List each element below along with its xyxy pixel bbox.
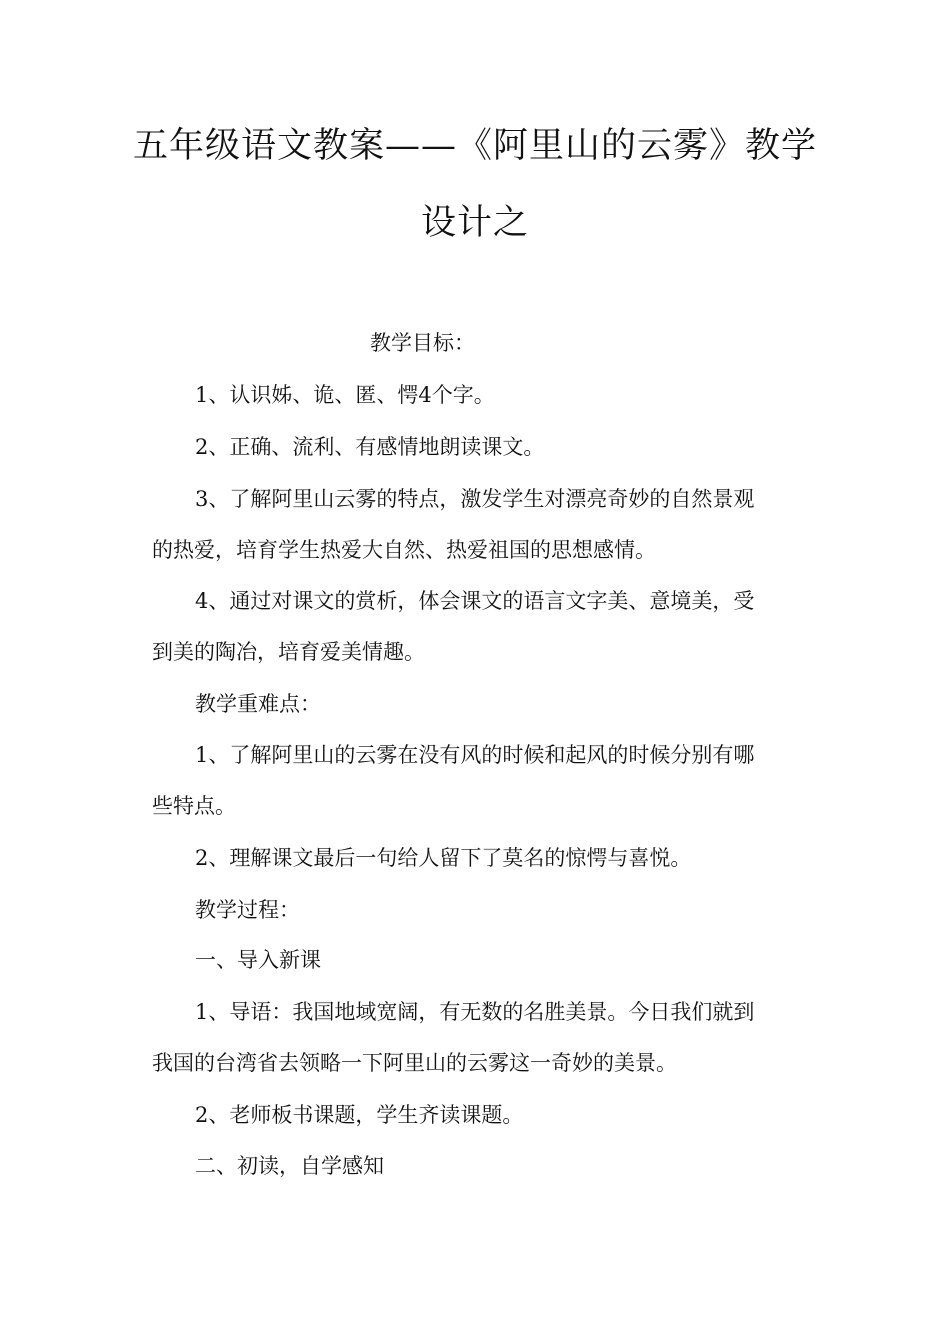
- key-point-1-line-1: 1、了解阿里山的云雾在没有风的时候和起风的时候分别有哪: [195, 743, 755, 767]
- section-1-heading: 一、导入新课: [195, 948, 321, 972]
- document-title-line-2: 设计之: [420, 203, 529, 243]
- goal-item-3-line-1: 3、了解阿里山云雾的特点，激发学生对漂亮奇妙的自然景观: [195, 487, 755, 511]
- goal-item-1: 1、认识姊、诡、匿、愕4个字。: [195, 383, 495, 407]
- heading-teaching-goals: 教学目标：: [370, 331, 475, 355]
- process-step-1-line-2: 我国的台湾省去领略一下阿里山的云雾这一奇妙的美景。: [152, 1051, 677, 1075]
- goal-item-3-line-2: 的热爱，培育学生热爱大自然、热爱祖国的思想感情。: [152, 538, 656, 562]
- key-point-2: 2、理解课文最后一句给人留下了莫名的惊愕与喜悦。: [195, 846, 692, 870]
- goal-item-2: 2、正确、流利、有感情地朗读课文。: [195, 435, 545, 459]
- section-2-heading: 二、初读，自学感知: [195, 1154, 384, 1178]
- goal-item-4-line-2: 到美的陶冶，培育爱美情趣。: [152, 640, 425, 664]
- heading-key-points: 教学重难点：: [195, 692, 321, 716]
- process-step-1-line-1: 1、导语：我国地域宽阔，有无数的名胜美景。今日我们就到: [195, 1000, 755, 1024]
- document-title-line-1: 五年级语文教案——《阿里山的云雾》教学: [132, 126, 817, 166]
- key-point-1-line-2: 些特点。: [152, 794, 236, 818]
- goal-item-4-line-1: 4、通过对课文的赏析，体会课文的语言文字美、意境美，受: [195, 589, 755, 613]
- heading-teaching-process: 教学过程：: [195, 898, 300, 922]
- process-step-2: 2、老师板书课题，学生齐读课题。: [195, 1103, 524, 1127]
